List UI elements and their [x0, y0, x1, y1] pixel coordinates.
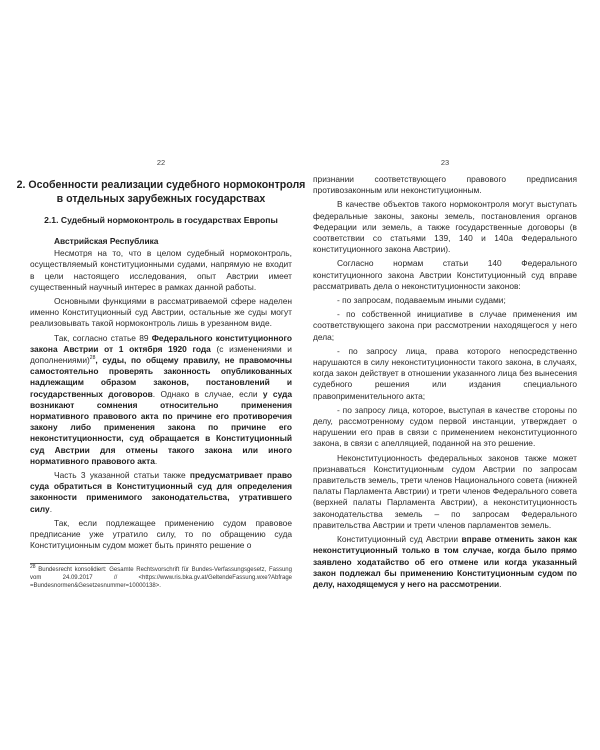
paragraph	[313, 258, 577, 292]
text: Основными функциями в рассматриваемой сфере наделен именно Конституционный суд Австрии, остальные же суды могут реализовывать такой нормоконтроль лишь в урезанном виде.	[30, 296, 292, 329]
text: .	[499, 578, 502, 589]
paragraph	[30, 248, 292, 293]
section-title: 2.1. Судебный нормоконтроль в государствах Европы	[44, 215, 278, 225]
text: Часть 3 указанной статьи также	[54, 470, 190, 481]
subsection-heading	[30, 236, 292, 247]
text: - по запросу лица, которое, выступая в качестве стороны по делу, рассмотренному судом первой инстанции, утверждает о нарушении его прав в связи с применением неконституционного закона, в связи с апелляцией, поданной на это решение.	[313, 404, 577, 449]
paragraph	[313, 453, 577, 531]
bold-text: у суда возникают сомнения относительно применения нормативного правового акта по причине его противоречия закону либо применения закона по причине его неконституционности, суд обращается в Конституционный суд Австрии для отмены такого закона или иного нормативного правового акта	[30, 388, 292, 466]
paragraph	[313, 346, 577, 402]
text: Конституционный суд Австрии	[337, 534, 462, 545]
paragraph	[30, 518, 292, 552]
text: В качестве объектов такого нормоконтроля могут выступать федеральные законы, законы земель, постановления органов Федерации или земель, а также государственные договоры (в соответствии со статьями 139, 140 и 140а Федерального конституционного закона Австрии).	[313, 199, 577, 255]
bold-text: , суды, по общему правилу, не правомочны самостоятельно проверять законность опубликованных надлежащим образом законов, постановлений и государственных договоров	[30, 355, 292, 399]
paragraph	[313, 405, 577, 450]
text: - по запросу лица, права которого непосредственно нарушаются в силу неконституционности такого закона, в случаях, когда закон действует в отношении указанного лица без вынесения судебного решения или издания специального правоприменительного акта;	[313, 345, 578, 401]
page-number: 23	[440, 158, 450, 167]
left-page-body	[30, 236, 292, 551]
bold-text: вправе отменить закон как неконституционный только в том случае, когда было прямо заявлено ходатайство об его отмене или когда указанный закон подлежал бы применению Конституционным судом по делу, находящемуся у него на рассмотрении	[313, 534, 577, 589]
paragraph	[313, 309, 577, 343]
left-page	[16, 0, 306, 590]
footnote-reference: 28	[89, 355, 96, 362]
text: Несмотря на то, что в целом судебный нормоконтроль, осуществляемый конституционными судами, напрямую не входит в цели настоящего исследования, опыт Австрии имеет существенный научный интерес в рамках данной работы.	[30, 248, 292, 292]
text: Так, согласно статье 89	[54, 332, 152, 343]
right-page-body	[313, 174, 577, 590]
text: Так, если подлежащее применению судом правовое предписание уже утратило силу, то по обращению суда Конституционным судом может быть принято решение о	[30, 517, 292, 551]
text: (с изменениями и дополнениями)	[30, 343, 292, 366]
paragraph	[30, 470, 292, 515]
paragraph	[313, 199, 577, 255]
paragraph	[30, 296, 292, 330]
paragraph	[313, 295, 577, 306]
bold-text: Австрийская Республика	[54, 236, 159, 246]
paragraph	[30, 333, 292, 467]
paragraph	[313, 534, 577, 590]
text: - по запросам, подаваемым иными судами;	[337, 295, 506, 306]
bold-text: Федерального конституционного закона Австрии от 1 октября 1920 года	[30, 332, 292, 354]
text: . Однако в случае, если	[152, 388, 263, 399]
text: .	[154, 455, 158, 466]
text: Согласно нормам статьи 140 Федерального конституционного закона Австрии Конституционный суд вправе рассматривать дела о неконституционности законов:	[313, 258, 577, 291]
footnote-text: Bundesrecht konsolidiert: Gesamte Rechtsvorschrift für Bundes-Verfassungsgesetz, Fassung vom 24.09.2017 // <https://www.ris.bka.gv.at/GeltendeFassung.wxe?Abfrage =Bundesnormen&Gesetzesnummer=10000138>.	[30, 567, 292, 589]
paragraph	[313, 174, 577, 196]
text: .	[49, 503, 53, 514]
footnote	[30, 564, 292, 590]
text: - по собственной инициативе в случае применения им соответствующего закона при рассмотрении находящегося у него дела;	[313, 309, 577, 342]
chapter-title: 2. Особенности реализации судебного нормоконтроля в отдельных зарубежных государствах	[16, 179, 306, 205]
right-page	[313, 0, 577, 590]
footnote-number: 28	[30, 564, 36, 571]
text: Неконституционность федеральных законов также может признаваться Конституционным судом Австрии по запросам правительств земель, трети членов Национального совета (нижней палаты Парламента Австрии) и трети членов Федерального совета (верхней палаты Парламента Австрии), а неконституционность законодательства земель – по запросам Федерального правительства Австрии и трети членов парламентов земель.	[313, 452, 577, 530]
page-number: 22	[156, 158, 166, 167]
bold-text: предусматривает право суда обратиться в Конституционный суд для определения законности применимого законодательства, утратившего силу	[30, 470, 292, 514]
text: признании соответствующего правового предписания противозаконным или неконституционным.	[313, 174, 577, 196]
footnote-divider	[30, 563, 120, 564]
